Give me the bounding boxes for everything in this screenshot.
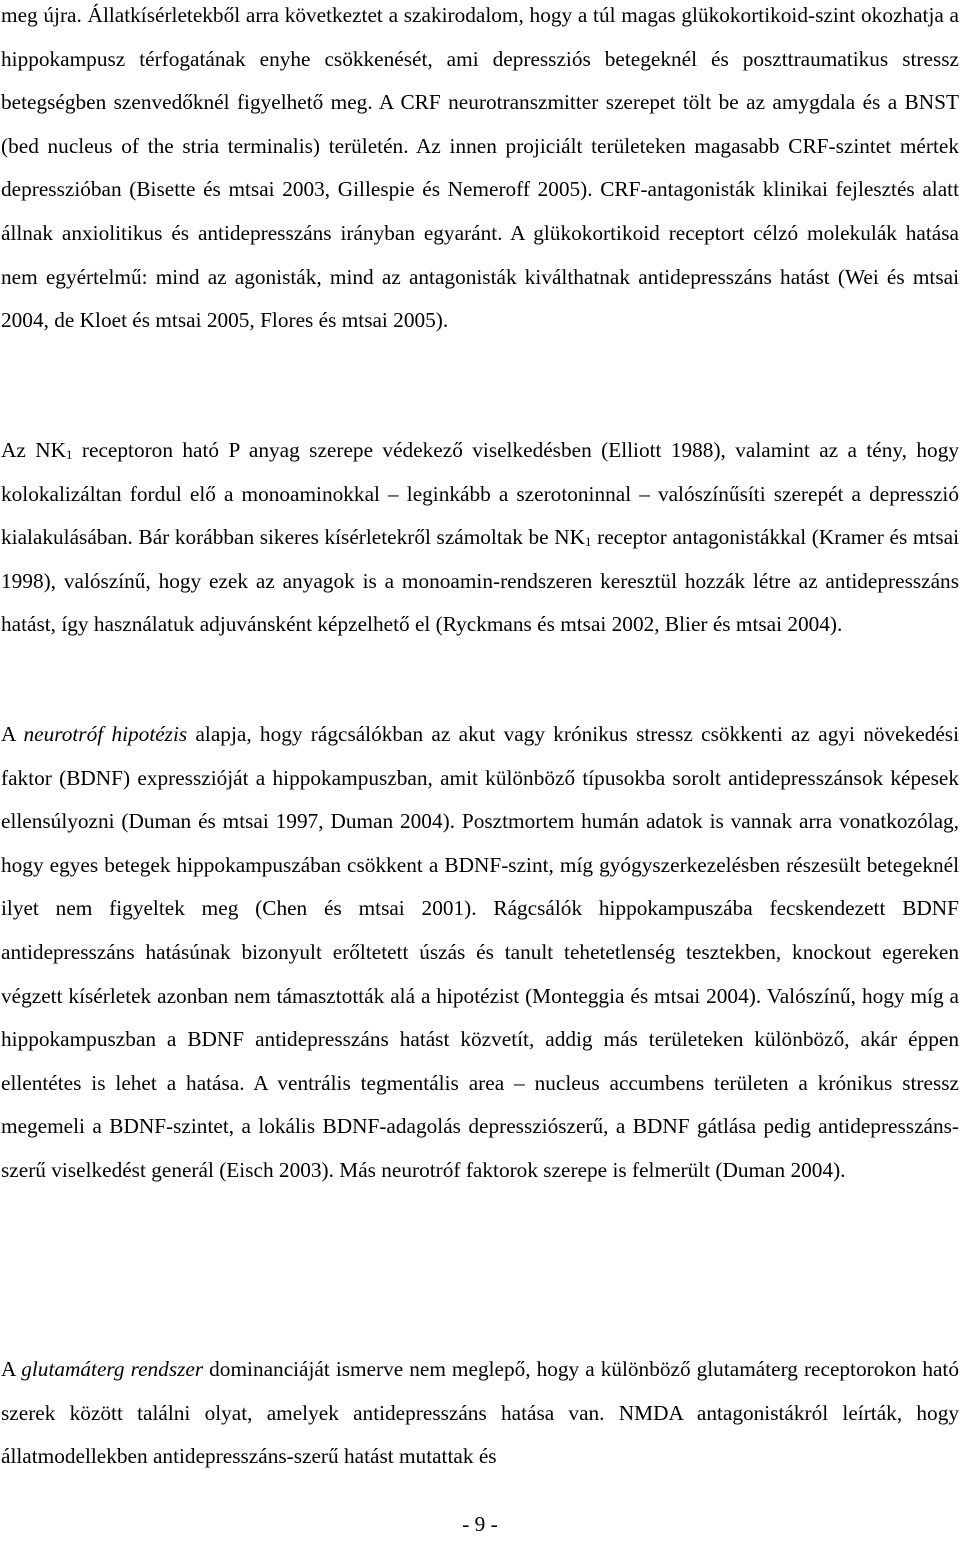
text-run: A — [1, 1357, 22, 1381]
text-run: receptor antagonistákkal (Kramer és mtsai 1998), valószínű, hogy ezek az anyagok is a monoamin-rendszeren keresztül hozzák létre az antidepresszáns hatást, így használatuk adjuvánsként képzelhető el (Ryckmans és mtsai 2002, Blier és mtsai 2004). — [1, 525, 959, 637]
text-run: Az NK — [1, 438, 67, 462]
text-run: A — [1, 722, 24, 746]
subscript: 1 — [584, 534, 592, 550]
text-run: alapja, hogy rágcsálókban az akut vagy krónikus stressz csökkenti az agyi növekedési faktor (BDNF) expresszióját a hippokampuszban, amit különböző típusokba sorolt antidepresszánsok képesek ellensúlyozni (Duman és mtsai 1997, Duman 2004). Posztmortem humán adatok is vannak arra vonatkozólag, hogy egyes betegek hippokampuszában csökkent a BDNF-szint, míg gyógyszerkezelésben részesült betegeknél ilyet nem figyeltek meg (Chen és mtsai 2001). Rágcsálók hippokampuszába fecskendezett BDNF antidepresszáns hatásúnak bizonyult erőltetett úszás és tanult tehetetlenség tesztekben, knockout egereken végzett kísérletek azonban nem támasztották alá a hipotézist (Monteggia és mtsai 2004). Valószínű, hogy míg a hippokampuszban a BDNF antidepresszáns hatást közvetít, addig más területeken különböző, akár éppen ellentétes is lehet a hatása. A ventrális tegmentális area – nucleus accumbens területen a krónikus stressz megemeli a BDNF-szintet, a lokális BDNF-adagolás depressziószerű, a BDNF gátlása pedig antidepresszáns-szerű viselkedést generál (Eisch 2003). Más neurotróf faktorok szerepe is felmerült (Duman 2004). — [1, 722, 960, 1182]
subscript: 1 — [66, 447, 73, 462]
italic-term: glutamáterg rendszer — [21, 1357, 204, 1381]
italic-term: neurotróf hipotézis — [23, 722, 188, 746]
text-run: dominanciáját ismerve nem meglepő, hogy a különböző glutamáterg receptorokon ható szerek között találni olyat, amelyek antidepresszáns hatása van. NMDA antagonistákról leírták, hogy állatmodellekben antidepresszáns-szerű hatást mutattak és — [1, 1357, 959, 1469]
page-number: - 9 - — [462, 1512, 498, 1536]
paragraph-glutamatergic-system — [1, 1348, 959, 1479]
text-run: receptoron ható P anyag szerepe védekező viselkedésben (Elliott 1988), valamint az a tény, hogy kolokalizáltan fordul elő a monoaminokkal – leginkább a szerotoninnal – valószínűsíti szerepét a depresszió kialakulásában. Bár korábban sikeres kísérletekről számoltak be NK — [1, 438, 960, 550]
paragraph-nk1-receptor — [1, 429, 959, 647]
paragraph-glucocorticoid: meg újra. Állatkísérletekből arra következtet a szakirodalom, hogy a túl magas glükokortikoid-szint okozhatja a hippokampusz térfogatának enyhe csökkenését, ami depressziós betegeknél és poszttraumatikus stressz betegségben szenvedőknél figyelhető meg. A CRF neurotranszmitter szerepet tölt be az amygdala és a BNST (bed nucleus of the stria terminalis) területén. Az innen projiciált területeken magasabb CRF-szintet mértek depresszióban (Bisette és mtsai 2003, Gillespie és Nemeroff 2005). CRF-antagonisták klinikai fejlesztés alatt állnak anxiolitikus és antidepresszáns irányban egyaránt. A glükokortikoid receptort célzó molekulák hatása nem egyértelmű: mind az agonisták, mind az antagonisták kiválthatnak antidepresszáns hatást (Wei és mtsai 2004, de Kloet és mtsai 2005, Flores és mtsai 2005). — [1, 3, 959, 333]
paragraph-neurotrophic-hypothesis — [1, 713, 959, 1193]
